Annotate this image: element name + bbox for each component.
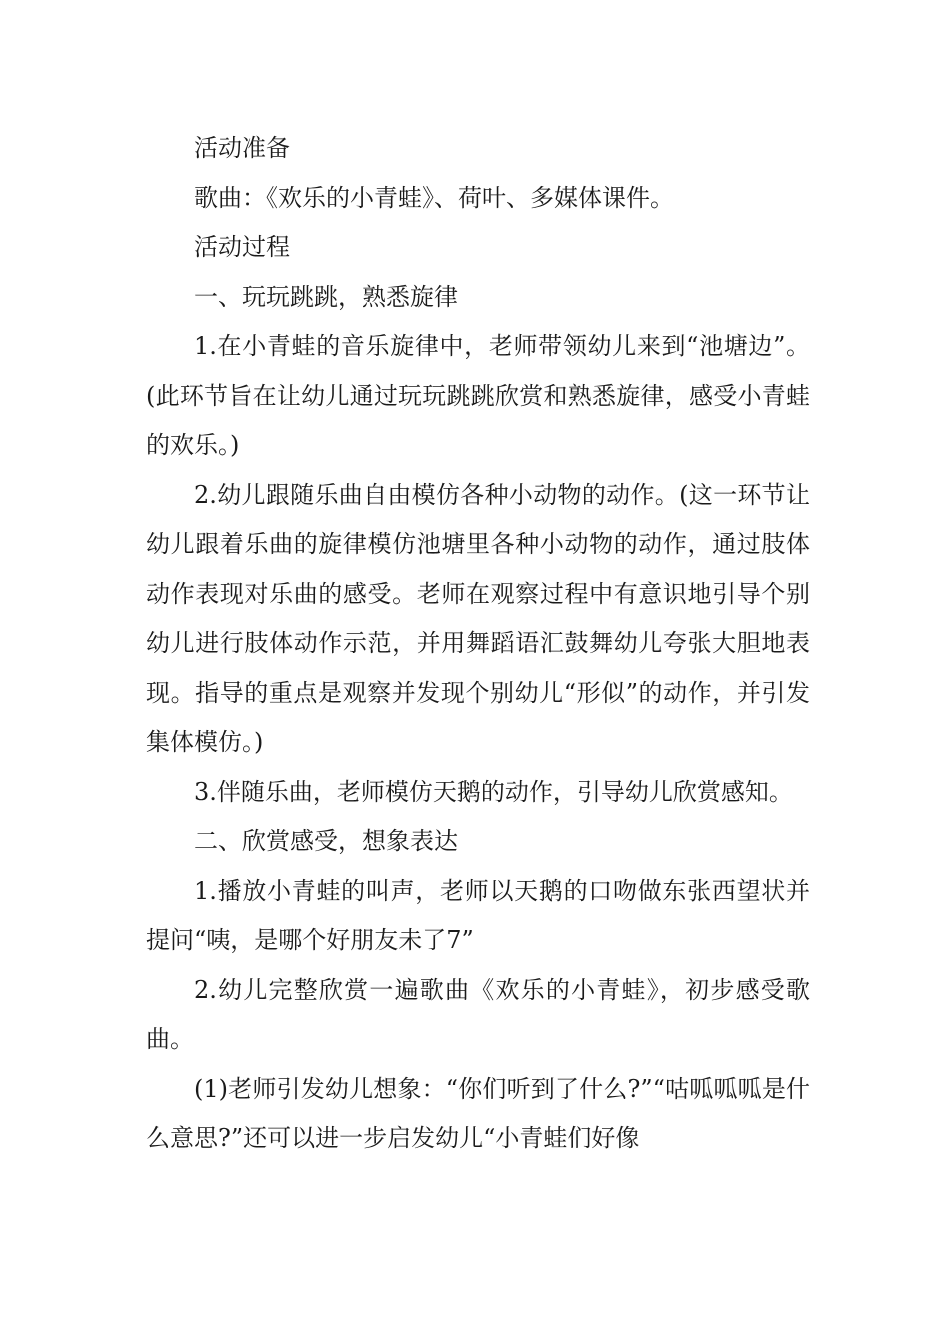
section-heading-2: 二、欣赏感受，想象表达 (194, 827, 458, 855)
heading-activity-process: 活动过程 (194, 233, 290, 261)
section-heading-1: 一、玩玩跳跳，熟悉旋律 (194, 282, 458, 311)
heading-activity-preparation: 活动准备 (194, 134, 290, 162)
paragraph-step-1-3: 3.伴随乐曲，老师模仿天鹅的动作，引导幼儿欣赏感知。 (194, 777, 793, 806)
paragraph-step-2-1: 1.播放小青蛙的叫声，老师以天鹅的口吻做东张西望状并提问“咦，是哪个好朋友未了7” (146, 876, 810, 954)
document-body (146, 124, 810, 1164)
paragraph-step-1-1: 1.在小青蛙的音乐旋律中，老师带领幼儿来到“池塘边”。(此环节旨在让幼儿通过玩玩跳跳欣赏和熟悉旋律，感受小青蛙的欢乐。) (146, 332, 810, 459)
paragraph-step-2-2: 2.幼儿完整欣赏一遍歌曲《欢乐的小青蛙》，初步感受歌曲。 (146, 975, 810, 1053)
paragraph-step-1-2: 2.幼儿跟随乐曲自由模仿各种小动物的动作。(这一环节让幼儿跟着乐曲的旋律模仿池塘里各种小动物的动作，通过肢体动作表现对乐曲的感受。老师在观察过程中有意识地引导个别幼儿进行肢体动作示范，并用舞蹈语汇鼓舞幼儿夸张大胆地表现。指导的重点是观察并发现个别幼儿“形似”的动作，并引发集体模仿。) (146, 480, 810, 756)
paragraph-materials: 歌曲：《欢乐的小青蛙》、荷叶、多媒体课件。 (194, 183, 674, 212)
paragraph-step-2-2-1: (1)老师引发幼儿想象：“你们听到了什么?”“咕呱呱呱是什么意思?”还可以进一步启发幼儿“小青蛙们好像 (146, 1074, 810, 1152)
